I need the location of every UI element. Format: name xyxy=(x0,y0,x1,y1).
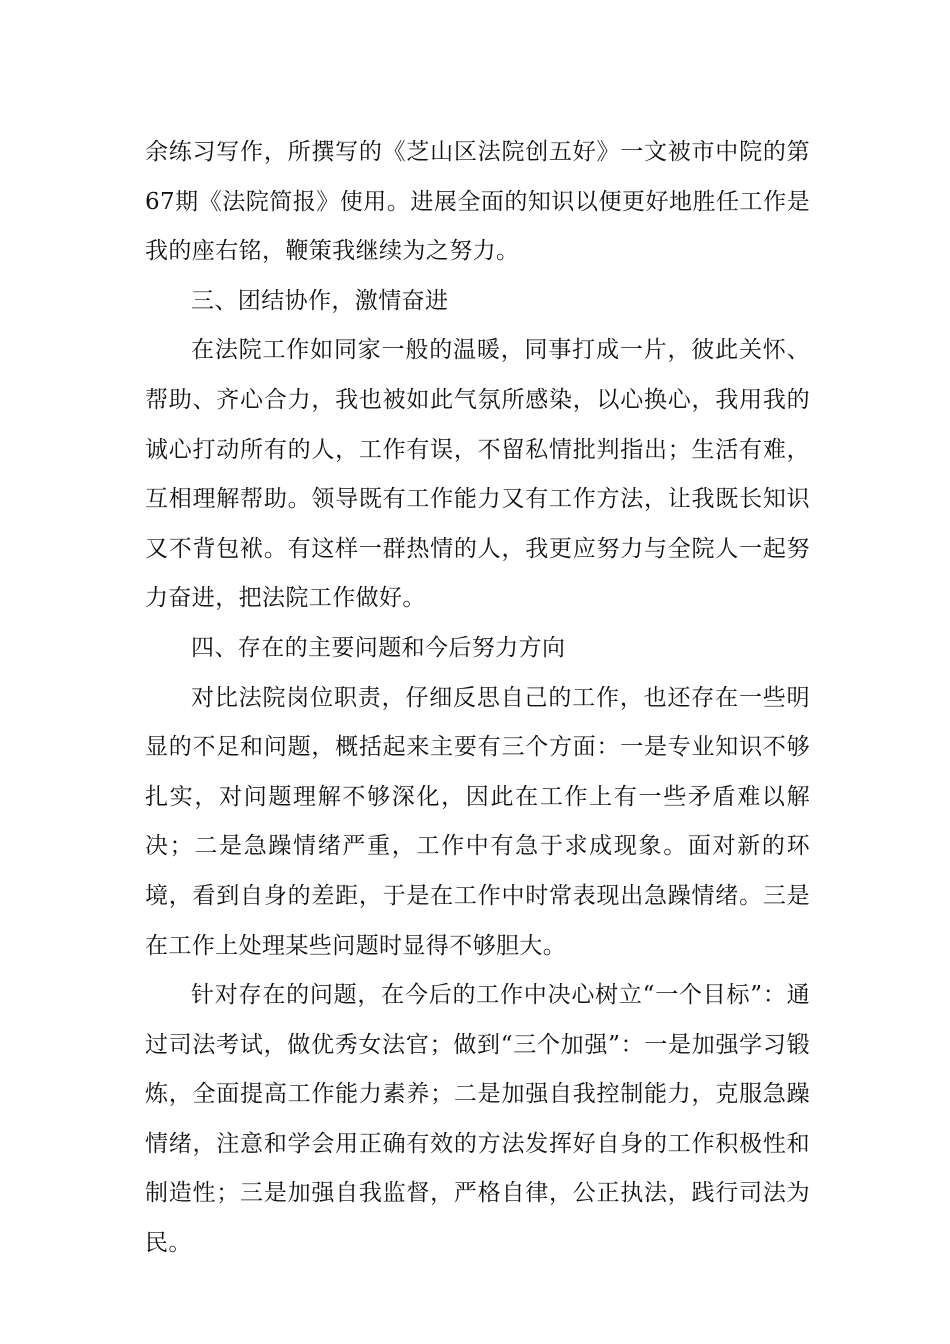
section-heading-4: 四、存在的主要问题和今后努力方向 xyxy=(191,634,566,661)
paragraph-teamwork: 在法院工作如同家一般的温暖，同事打成一片，彼此关怀、帮助、齐心合力，我也被如此气氛所感染，以心换心，我用我的诚心打动所有的人，工作有误，不留私情批判指出；生活有难，互相理解帮助。领导既有工作能力又有工作方法，让我既长知识又不背包袱。有这样一群热情的人，我更应努力与全院人一起努力奋进，把法院工作做好。 xyxy=(145,337,810,612)
paragraph-improvement: 针对存在的问题，在今后的工作中决心树立“一个目标”：通过司法考试，做优秀女法官；做到“三个加强”：一是加强学习锻炼，全面提高工作能力素养；二是加强自我控制能力，克服急躁情绪，注意和学会用正确有效的方法发挥好自身的工作积极性和制造性；三是加强自我监督，严格自律，公正执法，践行司法为民。 xyxy=(145,982,810,1257)
paragraph-problems: 对比法院岗位职责，仔细反思自己的工作，也还存在一些明显的不足和问题，概括起来主要有三个方面：一是专业知识不够扎实，对问题理解不够深化，因此在工作上有一些矛盾难以解决；二是急躁情绪严重，工作中有急于求成现象。面对新的环境，看到自身的差距，于是在工作中时常表现出急躁情绪。三是在工作上处理某些问题时显得不够胆大。 xyxy=(145,684,810,959)
document-body xyxy=(145,128,810,1269)
section-heading-3: 三、团结协作，激情奋进 xyxy=(191,287,449,314)
paragraph-continuation: 余练习写作，所撰写的《芝山区法院创五好》一文被市中院的第67期《法院简报》使用。进展全面的知识以便更好地胜任工作是我的座右铭，鞭策我继续为之努力。 xyxy=(145,139,810,265)
